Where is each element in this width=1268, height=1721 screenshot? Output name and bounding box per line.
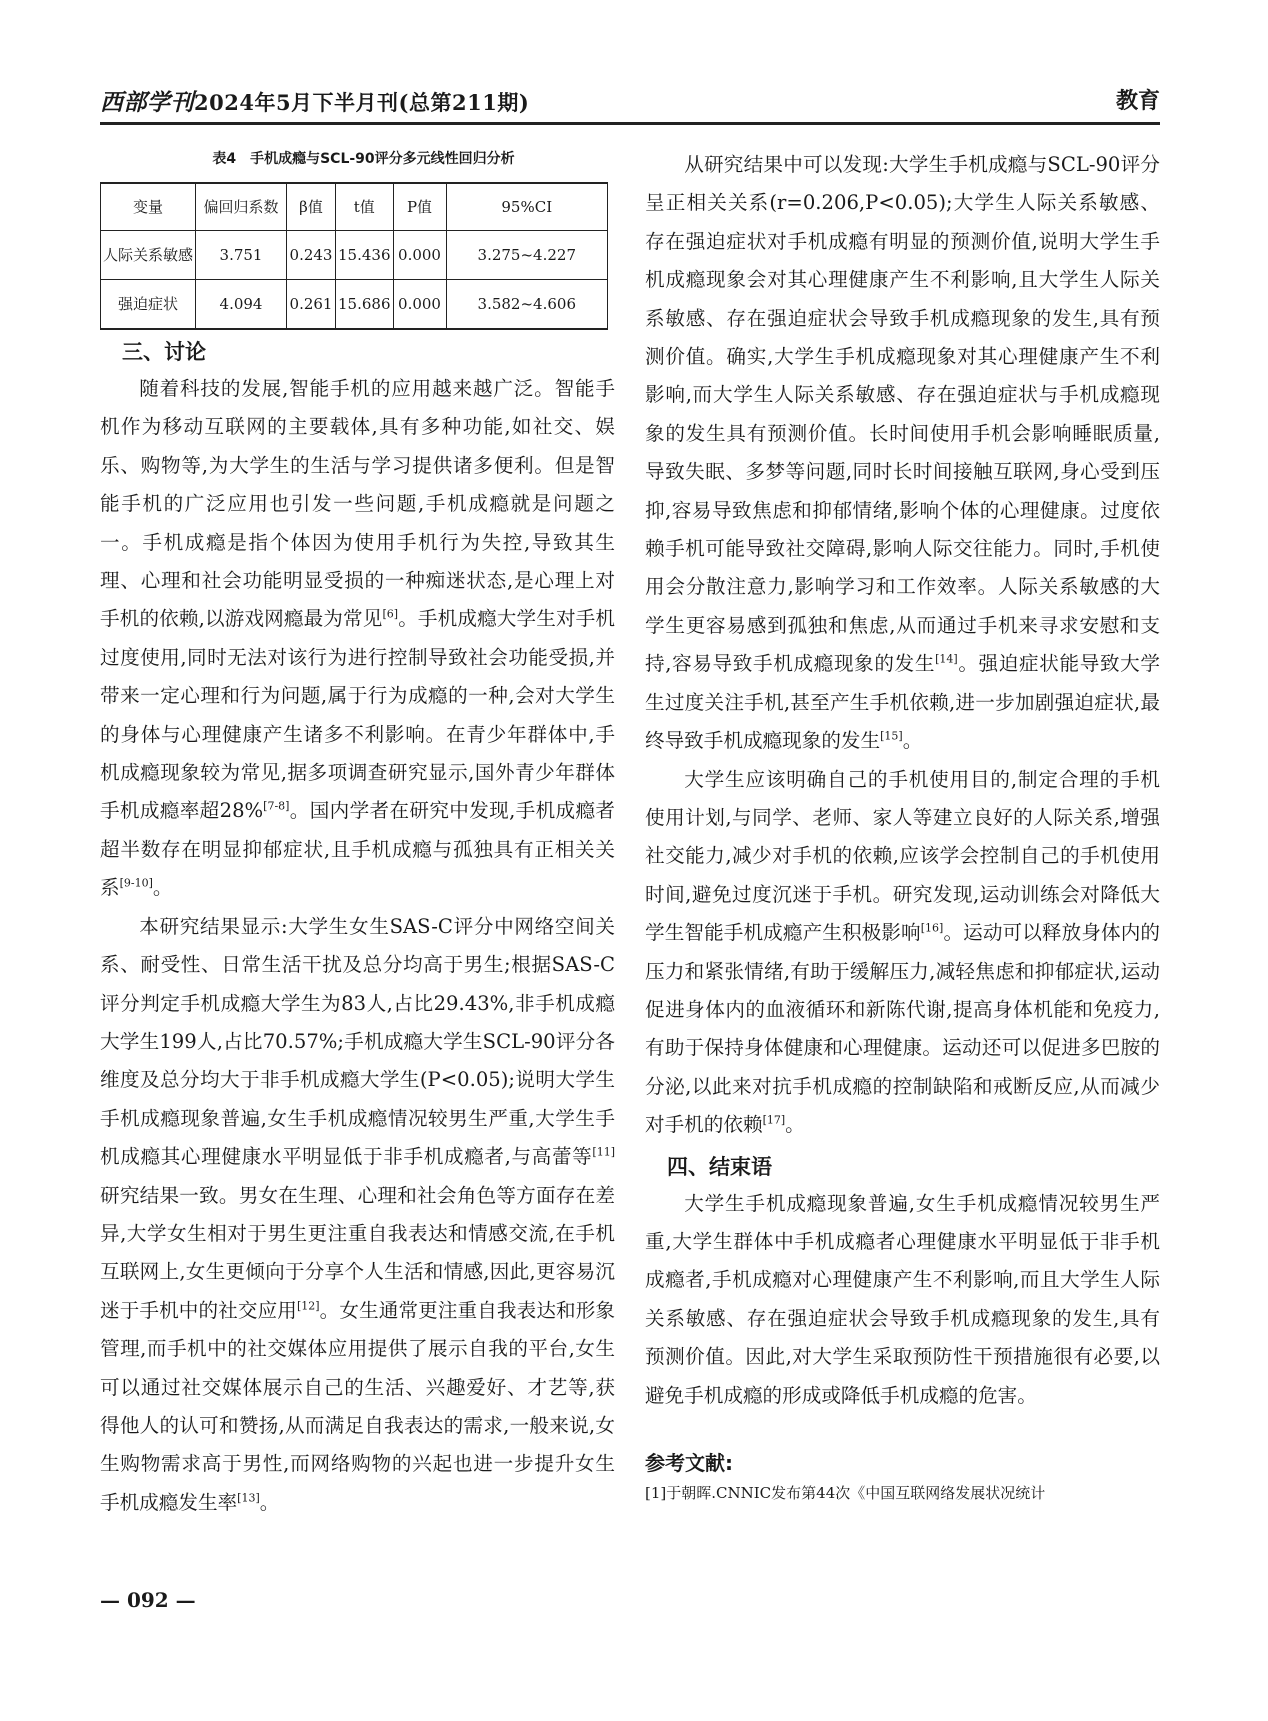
table-row <box>101 231 608 280</box>
paragraph-text: 。女生通常更注重自我表达和形象管理,而手机中的社交媒体应用提供了展示自我的平台,女生可以通过社交媒体展示自己的生活、兴趣爱好、才艺等,获得他人的认可和赞扬,从而满足自我表达的需求,一般来说,女生购物需求高于男性,而网络购物的兴起也进一步提升女生手机成瘾发生率 <box>100 1298 616 1514</box>
right-column <box>645 146 1160 1505</box>
discussion-paragraph-2 <box>100 908 615 1523</box>
regression-table <box>100 182 608 330</box>
left-column <box>100 146 615 1522</box>
table-cell: 0.243 <box>287 231 336 280</box>
page-number: — 092 — <box>100 1588 196 1612</box>
discussion-heading: 三、讨论 <box>122 340 206 364</box>
table-cell: 强迫症状 <box>101 280 196 330</box>
page-header <box>100 84 1160 125</box>
paragraph-text: 。运动可以释放身体内的压力和紧张情绪,有助于缓解压力,减轻焦虑和抑郁症状,运动促进身体内的血液循环和新陈代谢,提高身体机能和免疫力,有助于保持身体健康和心理健康。运动还可以促进多巴胺的分泌,以此来对抗手机成瘾的控制缺陷和戒断反应,从而减少对手机的依赖 <box>645 921 1161 1137</box>
table-cell: 0.261 <box>287 280 336 330</box>
section-label: 教育 <box>1115 89 1160 114</box>
table-header-cell: t值 <box>336 183 394 231</box>
citation: [9-10] <box>119 876 153 890</box>
table-cell: 3.751 <box>196 231 287 280</box>
paragraph-text: 。强迫症状能导致大学生过度关注手机,甚至产生手机依赖,进一步加剧强迫症状,最终导致手机成瘾现象的发生 <box>645 652 1160 753</box>
table-cell: 人际关系敏感 <box>101 231 196 280</box>
citation: [12] <box>296 1299 320 1313</box>
issue-label: 2024年5月下半月刊(总第211期) <box>194 90 530 115</box>
paragraph-text: 。手机成瘾大学生对手机过度使用,同时无法对该行为进行控制导致社会功能受损,并带来一定心理和行为问题,属于行为成瘾的一种,会对大学生的身体与心理健康产生诸多不利影响。在青少年群体中,手机成瘾现象较为常见,据多项调查研究显示,国外青少年群体手机成瘾率超28% <box>100 607 616 823</box>
table-cell: 15.686 <box>336 280 394 330</box>
table-header-cell: P值 <box>393 183 446 231</box>
table-header-cell: 变量 <box>101 183 196 231</box>
table-cell: 3.275~4.227 <box>446 231 607 280</box>
discussion-paragraph-1 <box>100 370 615 908</box>
citation: [16] <box>920 921 944 935</box>
conclusion-paragraph: 大学生手机成瘾现象普遍,女生手机成瘾情况较男生严重,大学生群体中手机成瘾者心理健康水平明显低于非手机成瘾者,手机成瘾对心理健康产生不利影响,而且大学生人际关系敏感、存在强迫症状会导致手机成瘾现象的发生,具有预测价值。因此,对大学生采取预防性干预措施很有必要,以避免手机成瘾的形成或降低手机成瘾的危害。 <box>645 1191 1160 1407</box>
journal-logo: 西部学刊 <box>100 89 194 116</box>
table-cell: 4.094 <box>196 280 287 330</box>
citation: [6] <box>382 607 399 621</box>
paragraph-text: 大学生应该明确自己的手机使用目的,制定合理的手机使用计划,与同学、老师、家人等建立良好的人际关系,增强社交能力,减少对手机的依赖,应该学会控制自己的手机使用时间,避免过度沉迷于手机。研究发现,运动训练会对降低大学生智能手机成瘾产生积极影响 <box>645 767 1160 945</box>
table-header-row <box>101 183 608 231</box>
discussion-paragraph-4 <box>645 761 1160 1145</box>
citation: [13] <box>237 1491 260 1505</box>
paragraph-text: 。 <box>259 1490 280 1514</box>
paragraph-text: 。 <box>785 1113 805 1137</box>
table-cell: 15.436 <box>336 231 394 280</box>
citation: [15] <box>880 729 903 743</box>
discussion-paragraph-3 <box>645 146 1160 761</box>
paragraph-text: 。 <box>902 729 923 753</box>
conclusion-heading: 四、结束语 <box>667 1154 772 1179</box>
reference-item: [1]于朝晖.CNNIC发布第44次《中国互联网络发展状况统计 <box>645 1484 1046 1502</box>
paragraph-text: 研究结果一致。男女在生理、心理和社会角色等方面存在差异,大学女生相对于男生更注重自我表达和情感交流,在手机互联网上,女生更倾向于分享个人生活和情感,因此,更容易沉迷于手机中的社交应用 <box>100 1183 615 1322</box>
citation: [7-8] <box>263 799 290 813</box>
table-header-cell: β值 <box>287 183 336 231</box>
citation: [17] <box>762 1113 786 1127</box>
table-header-cell: 95%CI <box>446 183 607 231</box>
citation: [14] <box>935 652 958 666</box>
table-header-cell: 偏回归系数 <box>196 183 287 231</box>
paragraph-text: 本研究结果显示:大学生女生SAS-C评分中网络空间关系、耐受性、日常生活干扰及总分均高于男生;根据SAS-C评分判定手机成瘾大学生为83人,占比29.43%,非手机成瘾大学生199人,占比70.57%;手机成瘾大学生SCL-90评分各维度及总分均大于非手机成瘾大学生(P<0.05);说明大学生手机成瘾现象普遍,女生手机成瘾情况较男生严重,大学生手机成瘾其心理健康水平明显低于非手机成瘾者,与高蕾等 <box>100 914 615 1169</box>
journal-issue-line <box>100 84 529 117</box>
references-heading: 参考文献: <box>645 1451 733 1475</box>
paragraph-text: 。 <box>152 876 173 900</box>
table-cell: 3.582~4.606 <box>446 280 607 330</box>
paragraph-text: 从研究结果中可以发现:大学生手机成瘾与SCL-90评分呈正相关关系(r=0.206,P<0.05);大学生人际关系敏感、存在强迫症状对手机成瘾有明显的预测价值,说明大学生手机成瘾现象会对其心理健康产生不利影响,且大学生人际关系敏感、存在强迫症状会导致手机成瘾现象的发生,具有预测价值。确实,大学生手机成瘾现象对其心理健康产生不利影响,而大学生人际关系敏感、存在强迫症状与手机成瘾现象的发生具有预测价值。长时间使用手机会影响睡眠质量,导致失眠、多梦等问题,同时长时间接触互联网,身心受到压抑,容易导致焦虑和抑郁情绪,影响个体的心理健康。过度依赖手机可能导致社交障碍,影响人际交往能力。同时,手机使用会分散注意力,影响学习和工作效率。人际关系敏感的大学生更容易感到孤独和焦虑,从而通过手机来寻求安慰和支持,容易导致手机成瘾现象的发生 <box>645 153 1160 676</box>
paragraph-text: 。国内学者在研究中发现,手机成瘾者超半数存在明显抑郁症状,且手机成瘾与孤独具有正相关关系 <box>100 799 615 900</box>
table-row <box>101 280 608 330</box>
table-cell: 0.000 <box>393 231 446 280</box>
table-cell: 0.000 <box>393 280 446 330</box>
table-caption: 表4 手机成瘾与SCL-90评分多元线性回归分析 <box>212 151 515 167</box>
citation: [11] <box>592 1145 615 1159</box>
paragraph-text: 随着科技的发展,智能手机的应用越来越广泛。智能手机作为移动互联网的主要载体,具有多种功能,如社交、娱乐、购物等,为大学生的生活与学习提供诸多便利。但是智能手机的广泛应用也引发一些问题,手机成瘾就是问题之一。手机成瘾是指个体因为使用手机行为失控,导致其生理、心理和社会功能明显受损的一种痴迷状态,是心理上对手机的依赖,以游戏网瘾最为常见 <box>100 377 615 631</box>
